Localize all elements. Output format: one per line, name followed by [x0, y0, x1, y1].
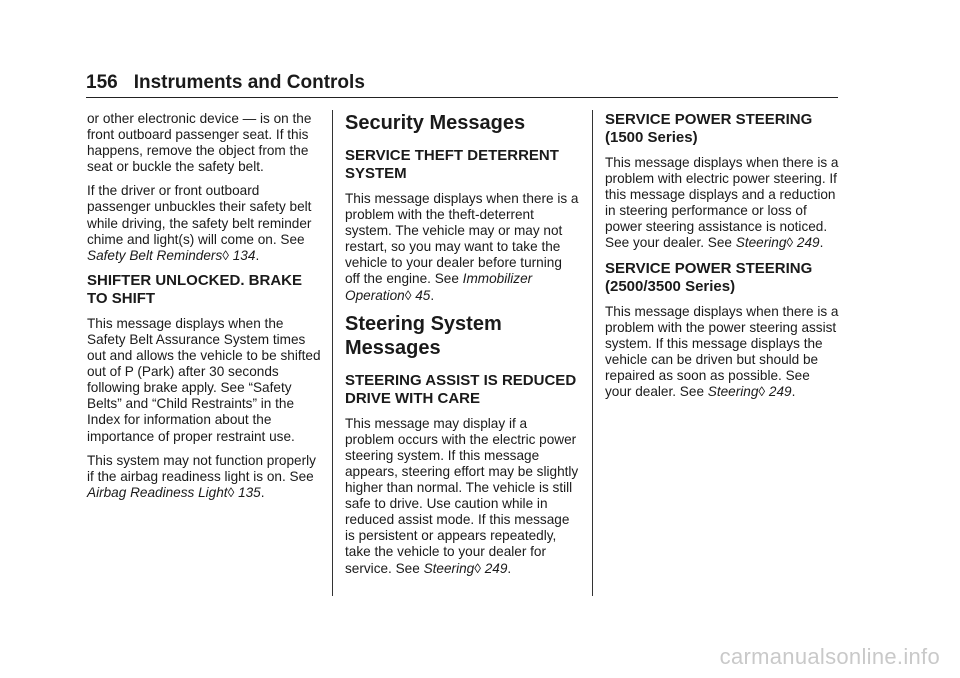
paragraph: If the driver or front outboard passenger unbuckles their safety belt while driving, the safety belt reminder chime and light(s) will come on. See Safety Belt Reminders◊ 134. — [87, 183, 312, 263]
paragraph: This message displays when there is a problem with the theft-deterrent system. The vehicle may or may not restart, so you may want to take the vehicle to your dealer before turning off the engine. See Immobilizer Operation◊ 45. — [345, 191, 579, 303]
cross-reference-link[interactable]: Immobilizer Operation — [345, 271, 533, 303]
reference-page[interactable]: 135 — [238, 484, 261, 500]
heading-service-power-steering-1500: SERVICE POWER STEERING (1500 Series) — [605, 111, 813, 146]
reference-arrow-icon: ◊ — [404, 287, 412, 303]
paragraph: or other electronic device — is on the front outboard passenger seat. If this happens, remove the object from the seat or buckle the safety belt. — [87, 111, 312, 175]
reference-page[interactable]: 45 — [415, 287, 431, 303]
reference-page[interactable]: 249 — [796, 235, 820, 251]
watermark: carmanualsonline.info — [719, 644, 940, 669]
reference-arrow-icon: ◊ — [474, 560, 481, 576]
reference-page[interactable]: 249 — [484, 560, 508, 576]
heading-shifter-unlocked: SHIFTER UNLOCKED. BRAKE TO SHIFT — [87, 271, 303, 307]
paragraph: This message may display if a problem occurs with the electric power steering system. If this message appears, steering effort may be slightly higher than normal. The vehicle is still safe to drive. Use caution while in reduced assist mode. If this message is persistent or appears repeatedly, take the vehicle to your dealer for service. See Steering◊ 249. — [345, 415, 579, 576]
heading-steering-system-messages: Steering System Messages — [345, 312, 502, 359]
column-right — [605, 111, 839, 408]
header-rule — [86, 97, 838, 98]
reference-page[interactable]: 134 — [232, 247, 256, 263]
cross-reference-link[interactable]: Safety Belt Reminders — [87, 247, 223, 263]
heading-security-messages: Security Messages — [345, 112, 526, 134]
section-title: Instruments and Controls — [133, 72, 365, 93]
paragraph: This message displays when there is a problem with electric power steering. If this message displays and a reduction in steering performance or loss of power steering assistance is noticed. See your dealer. See Steering◊ 249. — [605, 155, 839, 251]
column-middle — [345, 111, 579, 585]
heading-service-theft-deterrent: SERVICE THEFT DETERRENT SYSTEM — [345, 147, 559, 182]
reference-arrow-icon: ◊ — [222, 247, 229, 263]
cross-reference-link[interactable]: Steering — [735, 235, 787, 251]
cross-reference-link[interactable]: Steering — [707, 384, 759, 400]
reference-arrow-icon: ◊ — [786, 235, 794, 251]
page-number: 156 — [86, 72, 118, 93]
paragraph: This message displays when the Safety Belt Assurance System times out and allows the vehicle to be shifted out of P (Park) after 30 seconds following brake apply. See “Safety Belts” and “Child Restraints” in the Index for information about the importance of proper restraint use. — [87, 315, 321, 444]
column-divider — [332, 110, 333, 596]
column-divider — [592, 110, 593, 596]
heading-service-power-steering-2500: SERVICE POWER STEERING (2500/3500 Series) — [605, 259, 813, 295]
cross-reference-link[interactable]: Airbag Readiness Light — [87, 484, 228, 500]
column-left — [87, 111, 321, 509]
reference-arrow-icon: ◊ — [227, 484, 235, 500]
heading-steering-assist-reduced: STEERING ASSIST IS REDUCED DRIVE WITH CARE — [345, 371, 577, 407]
paragraph: This system may not function properly if the airbag readiness light is on. See Airbag Readiness Light◊ 135. — [87, 452, 316, 500]
reference-arrow-icon: ◊ — [758, 384, 766, 400]
reference-page[interactable]: 249 — [768, 384, 792, 400]
paragraph: This message displays when there is a problem with the power steering assist system. If this message displays the vehicle can be driven but should be repaired as soon as possible. See your dealer. See Steering◊ 249. — [605, 303, 839, 400]
cross-reference-link[interactable]: Steering — [423, 560, 475, 576]
page-header — [86, 72, 838, 94]
